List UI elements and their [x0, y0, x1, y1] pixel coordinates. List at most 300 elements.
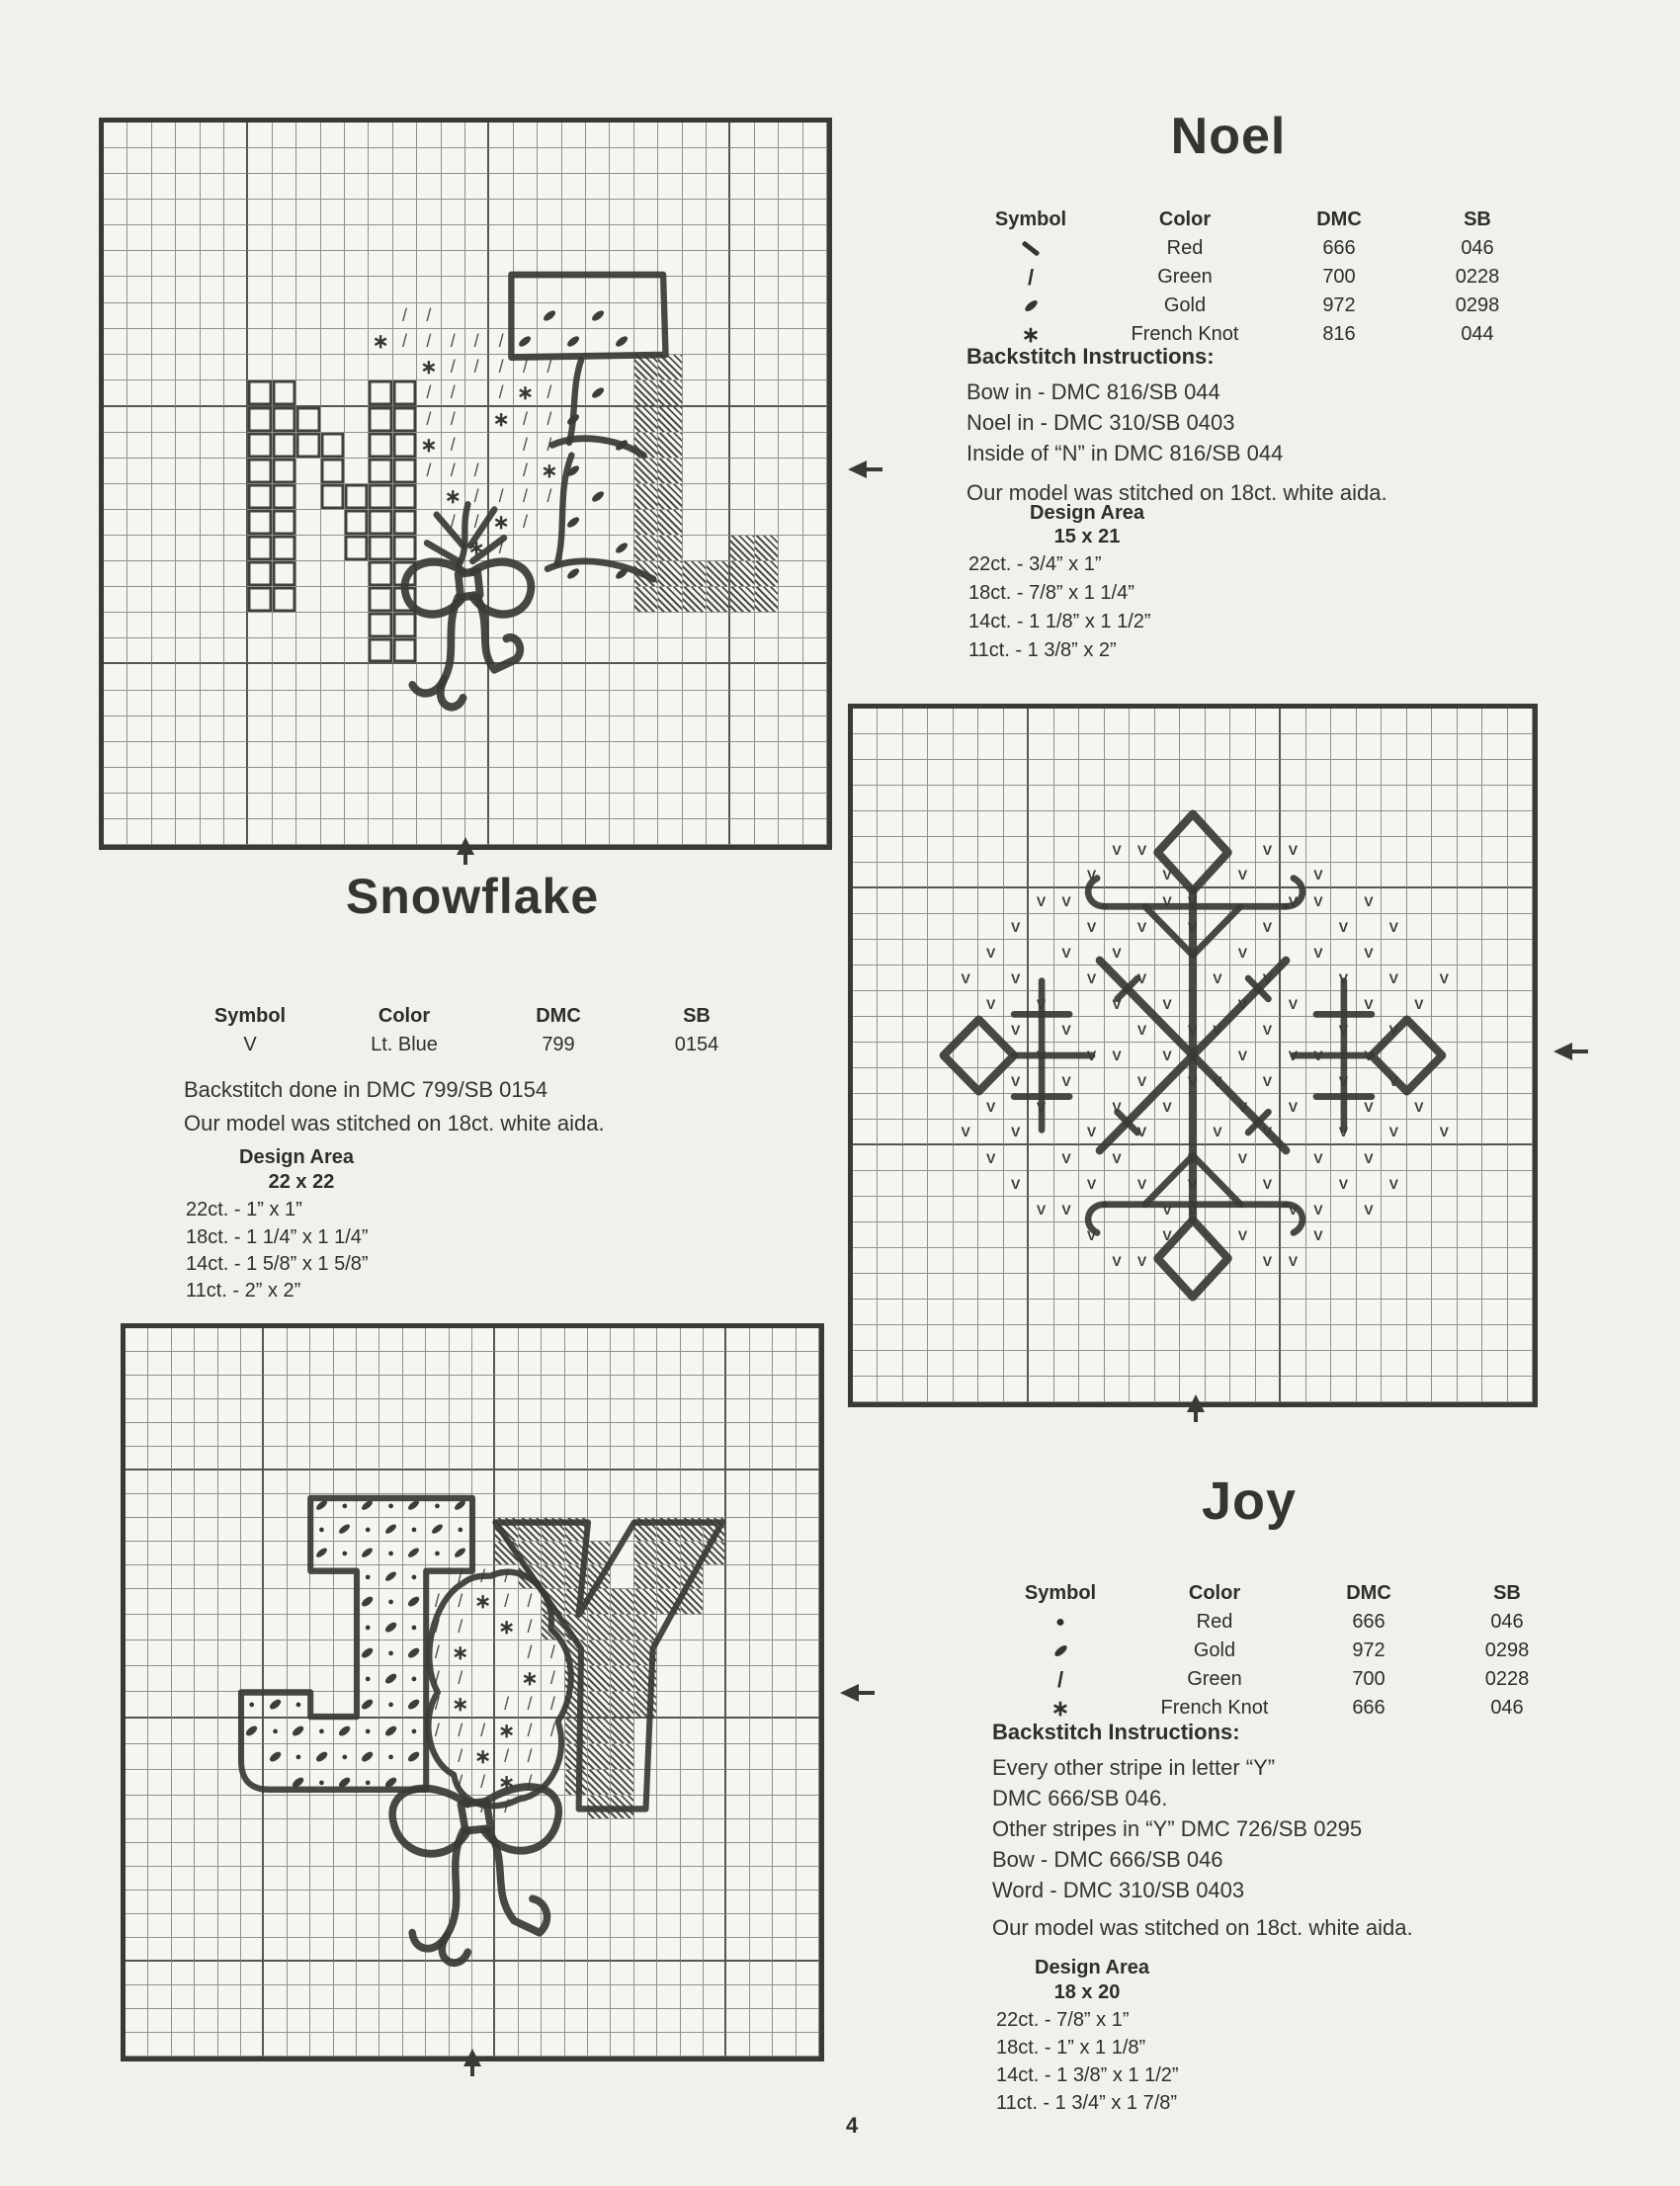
grid-cell: [426, 1447, 449, 1471]
grid-cell: [1382, 1222, 1406, 1248]
grid-cell: [634, 380, 658, 407]
grid-cell: [1206, 837, 1230, 863]
grid-cell: [310, 1867, 333, 1891]
grid-cell: V: [1256, 1017, 1281, 1043]
grid-cell: [224, 587, 248, 613]
grid-cell: [565, 1399, 588, 1423]
grid-cell: ●: [357, 1518, 379, 1542]
grid-cell: [1130, 1043, 1154, 1068]
grid-cell: V: [1382, 1120, 1406, 1145]
grid-cell: [773, 1770, 796, 1796]
grid-cell: [489, 200, 513, 225]
grid-cell: [426, 1796, 449, 1819]
grid-cell: [681, 1891, 704, 1914]
grid-cell: [224, 225, 248, 251]
grid-cell: [611, 1640, 633, 1666]
french-knot-icon: ∗: [1021, 321, 1041, 347]
grid-cell: [296, 174, 320, 200]
grid-cell: [310, 1471, 333, 1494]
grid-cell: [954, 760, 978, 786]
grid-cell: [519, 1891, 542, 1914]
grid-cell: [903, 1222, 928, 1248]
grid-cell: [1482, 760, 1507, 786]
grid-cell: [611, 1843, 633, 1867]
grid-cell: [345, 613, 369, 638]
grid-cell: [538, 174, 561, 200]
grid-cell: [726, 1744, 749, 1770]
grid-cell: [1508, 1017, 1533, 1043]
grid-cell: [321, 794, 345, 819]
grid-cell: [273, 587, 296, 613]
grid-cell: [495, 1471, 518, 1494]
grid-cell: [1105, 1171, 1130, 1197]
grid-cell: /: [426, 1719, 449, 1744]
grid-cell: [611, 1985, 633, 2009]
grid-cell: [610, 716, 633, 742]
grid-cell: [707, 510, 730, 536]
grid-cell: [562, 561, 586, 587]
grid-cell: [1079, 1248, 1104, 1274]
grid-cell: /: [417, 380, 441, 407]
grid-cell: [755, 225, 779, 251]
grid-cell: [264, 1819, 287, 1843]
grid-cell: [1458, 1274, 1482, 1300]
grid-cell: [928, 888, 953, 914]
grid-cell: [1331, 1197, 1356, 1222]
grid-cell: [797, 1938, 819, 1962]
grid-cell: [495, 1328, 518, 1352]
grid-cell: [148, 1518, 171, 1542]
grid-cell: [176, 329, 200, 355]
grid-cell: [218, 1770, 241, 1796]
grid-cell: [417, 768, 441, 794]
grid-cell: [152, 742, 176, 768]
grid-cell: [586, 303, 610, 329]
grid-cell: [586, 355, 610, 380]
joy-center-col-arrow: [463, 2049, 481, 2066]
grid-cell: [288, 1938, 310, 1962]
grid-cell: [1281, 1068, 1305, 1094]
grid-cell: [681, 1938, 704, 1962]
grid-cell: [903, 940, 928, 966]
grid-cell: [683, 536, 707, 561]
grid-cell: [978, 811, 1003, 837]
grid-cell: V: [1206, 1120, 1230, 1145]
grid-cell: V: [1155, 888, 1180, 914]
slash-icon: /: [1056, 1666, 1064, 1692]
grid-cell: [683, 225, 707, 251]
grid-cell: [334, 1819, 357, 1843]
grid-cell: [310, 2009, 333, 2033]
grid-cell: ●: [379, 1640, 402, 1666]
grid-cell: [1105, 709, 1130, 734]
grid-cell: [104, 251, 127, 277]
grid-cell: [562, 716, 586, 742]
grid-cell: [1306, 1325, 1331, 1351]
grid-cell: [1130, 940, 1154, 966]
grid-cell: [176, 277, 200, 302]
grid-cell: [903, 1248, 928, 1274]
grid-cell: [681, 1494, 704, 1518]
grid-cell: [345, 329, 369, 355]
grid-cell: [658, 536, 682, 561]
grid-cell: [878, 734, 902, 760]
grid-cell: [273, 716, 296, 742]
grid-cell: [1508, 1043, 1533, 1068]
grid-cell: [248, 200, 272, 225]
grid-cell: [610, 561, 633, 587]
grid-cell: [104, 691, 127, 716]
grid-cell: [472, 1352, 495, 1376]
grid-cell: [611, 1518, 633, 1542]
grid-cell: [1155, 1274, 1180, 1300]
grid-cell: [681, 1542, 704, 1565]
grid-cell: [489, 613, 513, 638]
grid-cell: [218, 1819, 241, 1843]
grid-cell: [803, 716, 827, 742]
grid-cell: [218, 1867, 241, 1891]
grid-cell: [681, 1471, 704, 1494]
grid-cell: [403, 2033, 426, 2057]
grid-cell: [450, 1843, 472, 1867]
grid-cell: [588, 1518, 611, 1542]
grid-cell: V: [1357, 888, 1382, 914]
grid-cell: [1357, 1300, 1382, 1325]
grid-cell: [379, 1376, 402, 1399]
grid-cell: [1306, 786, 1331, 811]
grid-cell: [683, 355, 707, 380]
grid-cell: [1029, 966, 1053, 991]
grid-cell: [417, 251, 441, 277]
grid-cell: [127, 484, 151, 510]
grid-cell: [104, 277, 127, 302]
grid-cell: [201, 638, 224, 664]
grid-cell: [379, 1615, 402, 1640]
grid-cell: [681, 1843, 704, 1867]
snowflake-model-note: Our model was stitched on 18ct. white aida.: [184, 1111, 605, 1135]
grid-cell: /: [417, 459, 441, 484]
grid-cell: [707, 148, 730, 174]
grid-cell: [248, 794, 272, 819]
grid-cell: [310, 1843, 333, 1867]
grid-cell: [393, 691, 417, 716]
grid-cell: [853, 1197, 878, 1222]
grid-cell: [195, 1819, 217, 1843]
grid-cell: [903, 1094, 928, 1120]
grid-cell: [588, 1494, 611, 1518]
grid-cell: [634, 1819, 657, 1843]
grid-cell: [127, 768, 151, 794]
grid-cell: [1508, 709, 1533, 734]
grid-cell: [403, 1819, 426, 1843]
grid-cell: [126, 1640, 148, 1666]
grid-cell: /: [472, 1719, 495, 1744]
grid-cell: ∗: [519, 1666, 542, 1692]
grid-cell: [657, 1938, 680, 1962]
grid-cell: ∗: [489, 407, 513, 433]
grid-cell: [707, 587, 730, 613]
grid-cell: [1155, 1017, 1180, 1043]
grid-cell: [683, 510, 707, 536]
grid-cell: [726, 1589, 749, 1615]
grid-cell: [472, 1867, 495, 1891]
grid-cell: [1155, 1377, 1180, 1402]
grid-cell: [321, 380, 345, 407]
grid-cell: [403, 1447, 426, 1471]
grid-cell: [127, 794, 151, 819]
grid-cell: [853, 991, 878, 1017]
grid-cell: V: [1432, 966, 1457, 991]
grid-cell: [264, 1796, 287, 1819]
legend-dmc-value: 700: [1352, 1668, 1386, 1690]
grid-cell: [1508, 1351, 1533, 1377]
grid-cell: [1054, 1120, 1079, 1145]
grid-cell: [1256, 811, 1281, 837]
grid-cell: /: [472, 1565, 495, 1589]
snowflake-chart: [848, 704, 1538, 1407]
grid-cell: [755, 742, 779, 768]
grid-cell: V: [1230, 1145, 1255, 1171]
grid-cell: [726, 1471, 749, 1494]
joy-backstitch-line: Word - DMC 310/SB 0403: [992, 1878, 1245, 1902]
grid-cell: [296, 380, 320, 407]
grid-cell: [1432, 1068, 1457, 1094]
grid-cell: [803, 225, 827, 251]
grid-cell: [201, 768, 224, 794]
grid-cell: [176, 613, 200, 638]
grid-cell: [657, 1985, 680, 2009]
grid-cell: [127, 380, 151, 407]
grid-cell: [1130, 1300, 1154, 1325]
grid-cell: [1482, 1043, 1507, 1068]
grid-cell: [241, 1938, 264, 1962]
grid-cell: [750, 1640, 773, 1666]
grid-cell: [148, 2033, 171, 2057]
grid-cell: [565, 1615, 588, 1640]
grid-cell: [586, 484, 610, 510]
grid-cell: ●: [379, 1542, 402, 1565]
grid-cell: [1407, 1171, 1432, 1197]
grid-cell: [495, 1518, 518, 1542]
grid-cell: [264, 1399, 287, 1423]
grid-cell: [472, 1891, 495, 1914]
grid-cell: [954, 1377, 978, 1402]
grid-cell: [954, 837, 978, 863]
grid-cell: [369, 277, 392, 302]
grid-cell: [357, 1914, 379, 1938]
grid-cell: [357, 1744, 379, 1770]
grid-cell: [704, 1796, 726, 1819]
grid-cell: [681, 1796, 704, 1819]
grid-cell: [1331, 1248, 1356, 1274]
grid-cell: [586, 510, 610, 536]
grid-cell: [1206, 811, 1230, 837]
legend-header-dmc: DMC: [1346, 1582, 1391, 1604]
grid-cell: [1357, 1068, 1382, 1094]
grid-cell: [1432, 1248, 1457, 1274]
grid-cell: [878, 709, 902, 734]
grid-cell: [565, 1589, 588, 1615]
grid-cell: [657, 1447, 680, 1471]
grid-cell: [634, 1843, 657, 1867]
grid-cell: [241, 1985, 264, 2009]
grid-cell: [224, 794, 248, 819]
grid-cell: [369, 380, 392, 407]
grid-cell: [634, 638, 658, 664]
grid-cell: V: [1029, 888, 1053, 914]
grid-cell: [586, 794, 610, 819]
grid-cell: [1407, 1197, 1432, 1222]
grid-cell: [288, 2033, 310, 2057]
grid-cell: [393, 174, 417, 200]
grid-cell: [224, 768, 248, 794]
grid-cell: [1230, 811, 1255, 837]
grid-cell: [1105, 1300, 1130, 1325]
grid-cell: [201, 561, 224, 587]
grid-cell: [586, 277, 610, 302]
grid-cell: [853, 786, 878, 811]
grid-cell: [704, 1914, 726, 1938]
grid-cell: [853, 1300, 878, 1325]
grid-cell: [878, 786, 902, 811]
grid-cell: [565, 1376, 588, 1399]
grid-cell: [1281, 709, 1305, 734]
grid-cell: [797, 1719, 819, 1744]
grid-cell: [127, 742, 151, 768]
grid-cell: [658, 638, 682, 664]
grid-cell: [730, 459, 754, 484]
grid-cell: [538, 123, 561, 148]
grid-cell: [1004, 811, 1029, 837]
grid-cell: [681, 1914, 704, 1938]
grid-cell: [241, 1615, 264, 1640]
grid-cell: [704, 1423, 726, 1447]
grid-cell: [1054, 1222, 1079, 1248]
grid-cell: [588, 2009, 611, 2033]
grid-cell: [201, 613, 224, 638]
legend-header-color: Color: [1158, 209, 1212, 230]
grid-cell: [310, 1692, 333, 1719]
grid-cell: [657, 1328, 680, 1352]
grid-cell: [1256, 1300, 1281, 1325]
grid-cell: [1407, 1043, 1432, 1068]
grid-cell: [1105, 1068, 1130, 1094]
grid-cell: [565, 1640, 588, 1666]
grid-cell: [797, 1819, 819, 1843]
grid-cell: /: [393, 303, 417, 329]
grid-cell: [519, 1518, 542, 1542]
grid-cell: [393, 148, 417, 174]
grid-cell: [201, 794, 224, 819]
grid-cell: [797, 1770, 819, 1796]
grid-cell: [379, 2009, 402, 2033]
grid-cell: [634, 303, 658, 329]
grid-cell: [928, 760, 953, 786]
grid-cell: [126, 2033, 148, 2057]
grid-cell: [176, 459, 200, 484]
grid-cell: [195, 1542, 217, 1565]
grid-cell: [634, 1615, 657, 1640]
grid-cell: /: [519, 1744, 542, 1770]
grid-cell: [126, 1770, 148, 1796]
grid-cell: [127, 303, 151, 329]
grid-cell: [357, 1376, 379, 1399]
grid-cell: [954, 786, 978, 811]
grid-cell: [1432, 1222, 1457, 1248]
grid-cell: ∗: [514, 380, 538, 407]
grid-cell: [1079, 837, 1104, 863]
grid-cell: [472, 1843, 495, 1867]
grid-cell: [1407, 888, 1432, 914]
grid-cell: [803, 561, 827, 587]
grid-cell: [248, 380, 272, 407]
grid-cell: [1357, 1274, 1382, 1300]
grid-cell: [195, 1615, 217, 1640]
grid-cell: [1382, 1248, 1406, 1274]
joy-count-line: 14ct. - 1 3/8” x 1 1/2”: [996, 2064, 1179, 2086]
grid-cell: [954, 1068, 978, 1094]
grid-cell: ●: [426, 1494, 449, 1518]
grid-cell: [797, 1423, 819, 1447]
grid-cell: [126, 1494, 148, 1518]
grid-cell: [489, 174, 513, 200]
grid-cell: [853, 1222, 878, 1248]
grid-cell: [797, 1914, 819, 1938]
grid-cell: [611, 1565, 633, 1589]
grid-cell: [1407, 1300, 1432, 1325]
grid-cell: /: [489, 380, 513, 407]
grid-cell: [195, 1744, 217, 1770]
grid-cell: V: [1079, 1043, 1104, 1068]
grid-cell: [542, 1962, 564, 1985]
grid-cell: [264, 1328, 287, 1352]
grid-cell: [978, 1017, 1003, 1043]
grid-cell: [334, 1770, 357, 1796]
grid-cell: [658, 768, 682, 794]
grid-cell: [1130, 888, 1154, 914]
grid-cell: [1407, 1068, 1432, 1094]
grid-cell: [878, 1274, 902, 1300]
grid-cell: [755, 716, 779, 742]
grid-cell: V: [1054, 1197, 1079, 1222]
grid-cell: [853, 760, 878, 786]
grid-cell: /: [514, 459, 538, 484]
grid-cell: [403, 1328, 426, 1352]
grid-cell: [1407, 863, 1432, 888]
grid-cell: [1482, 734, 1507, 760]
grid-cell: [853, 1248, 878, 1274]
grid-cell: [853, 1351, 878, 1377]
grid-cell: [495, 1399, 518, 1423]
grid-cell: [1029, 1068, 1053, 1094]
grid-cell: [565, 1719, 588, 1744]
grid-cell: V: [954, 966, 978, 991]
grid-cell: [1382, 760, 1406, 786]
grid-cell: [1432, 1017, 1457, 1043]
grid-cell: [586, 329, 610, 355]
grid-cell: [1357, 914, 1382, 940]
grid-cell: [148, 1494, 171, 1518]
grid-cell: [779, 459, 802, 484]
grid-cell: [104, 148, 127, 174]
grid-cell: [954, 1094, 978, 1120]
grid-cell: [296, 303, 320, 329]
grid-cell: [127, 174, 151, 200]
grid-cell: [588, 1985, 611, 2009]
grid-cell: [1281, 734, 1305, 760]
grid-cell: [1357, 1377, 1382, 1402]
grid-cell: [634, 664, 658, 690]
